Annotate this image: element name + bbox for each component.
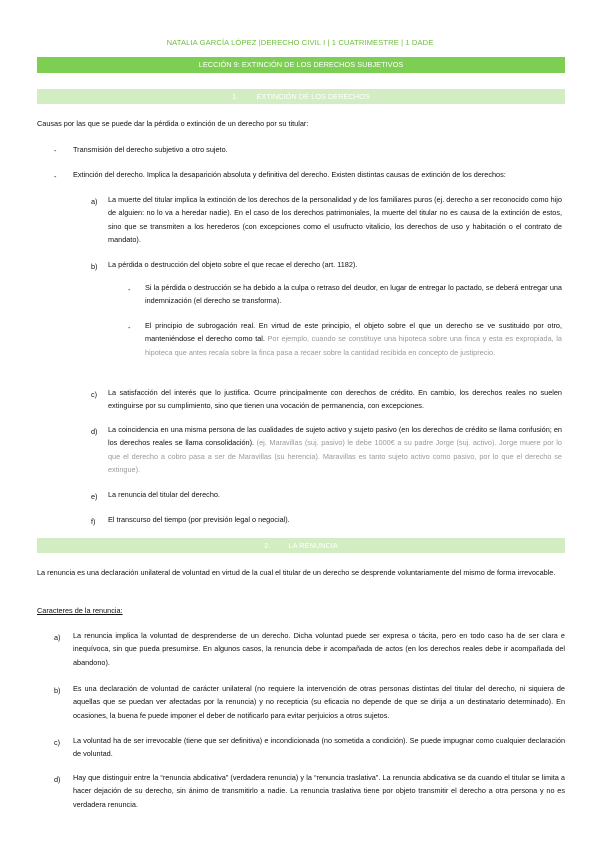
confusion-example: (ej. Maravillas (suj. pasivo) le debe 1000€ a su padre Jorge (suj. activo). Jorge muere por lo que el derecho a cobro pasa a ser de Maravillas (su herencia). Maravillas es tanto sujeto activo como pasivo, por lo que el derecho se extingue). — [108, 438, 562, 474]
bullet-marker: - — [54, 146, 57, 155]
caracteres-title-text: Caracteres de la renuncia: — [37, 606, 123, 615]
subrogation-text: El principio de subrogación real. En virtud de este principio, el objeto sobre el que un derecho se ve sustituido por otro, manteniéndose el derecho como tal. — [145, 321, 562, 344]
list-marker: a) — [91, 197, 98, 206]
list-marker: b) — [91, 262, 98, 271]
subrogation-example: Por ejemplo, cuando se constituye una hipoteca sobre una finca y esta es expropiada, la hipoteca que antes recaía sobre la finca pasa a recaer sobre la cantidad recibida en concepto de justiprecio. — [145, 334, 562, 357]
cause-d-text — [108, 423, 562, 476]
section-2-heading — [37, 538, 565, 553]
confusion-text: La coincidencia en una misma persona de las cualidades de sujeto activo y sujeto pasivo (en los derechos de crédito se llama confusión; en los derechos reales se llama consolidación). — [108, 425, 562, 448]
sub-b-1-text: Si la pérdida o destrucción se ha debido a la culpa o retraso del deudor, en lugar de entregar lo pactado, se deberá entregar una indemnización (el derecho se transforma). — [145, 283, 562, 306]
list-marker: d) — [54, 775, 61, 784]
lesson-title: LECCIÓN 9: EXTINCIÓN DE LOS DERECHOS SUBJETIVOS — [37, 57, 565, 73]
renuncia-intro: La renuncia es una declaración unilateral de voluntad en virtud de la cual el titular de un derecho se desprende voluntariamente del mismo de forma irrevocable. — [37, 568, 556, 577]
caracter-b-text: Es una declaración de voluntad de carácter unilateral (no requiere la intervención de otras personas distintas del titular del derecho, ni siquiera de aquellas que se puedan ver afectadas por la renuncia) y no recepticia (su eficacia no depende de que se dirija a un destinatario determinado). En ocasiones, la buena fe puede imponer el deber de notificarlo para evitar perjuicios a otros sujetos. — [73, 684, 565, 720]
caracter-a-text: La renuncia implica la voluntad de desprenderse de un derecho. Dicha voluntad puede ser expresa o tácita, pero en todo caso ha de ser clara e inequívoca, sin que pueda presumirse. En algunos casos, la renuncia debe ir acompañada de actos (en los derechos reales debe ir acompañada del abandono). — [73, 631, 565, 667]
list-marker: a) — [54, 633, 61, 642]
caracteres-title — [37, 604, 565, 617]
caracter-c-text: La voluntad ha de ser irrevocable (tiene que ser definitiva) e incondicionada (no sometida a condición). Se puede impugnar como cualquier declaración de voluntad. — [73, 736, 565, 759]
cause-b-text: La pérdida o destrucción del objeto sobre el que recae el derecho (art. 1182). — [108, 260, 358, 269]
cause-f-text: El transcurso del tiempo (por previsión legal o negocial). — [108, 515, 290, 524]
list-marker: e) — [91, 492, 98, 501]
bullet-text: Transmisión del derecho subjetivo a otro sujeto. — [73, 145, 228, 154]
sub-marker: - — [128, 323, 131, 332]
section-number: 1. — [232, 92, 239, 101]
list-marker: b) — [54, 686, 61, 695]
list-marker: d) — [91, 427, 98, 436]
cause-a-text: La muerte del titular implica la extinción de los derechos de la personalidad y de los familiares puros (ej. derecho a ser reconocido como hijo de alguien: no lo va a heredar nadie). En el caso de los derechos patrimoniales, la muerte del titular no es causa de la extinción de estos, sino que se transmiten a los herederos (con excepciones como el usufructo vitalicio, los derechos de uso y habitación o el contrato de mandato). — [108, 195, 562, 244]
section-title: LA RENUNCIA — [288, 541, 338, 550]
cause-c-text: La satisfacción del interés que lo justifica. Ocurre principalmente con derechos de crédito. En cambio, los derechos reales no suelen extinguirse por su cumplimiento, sino que tienen una vocación de permanencia, con excepciones. — [108, 388, 562, 411]
section-title: EXTINCIÓN DE LOS DERECHOS — [256, 92, 370, 101]
bullet-marker: - — [54, 172, 57, 181]
cause-e-text: La renuncia del titular del derecho. — [108, 490, 220, 499]
list-marker: f) — [91, 517, 96, 526]
intro-text: Causas por las que se puede dar la pérdida o extinción de un derecho por su titular: — [37, 119, 309, 128]
sub-b-2-text — [145, 319, 562, 359]
bullet-text: Extinción del derecho. Implica la desaparición absoluta y definitiva del derecho. Existen distintas causas de extinción de los derechos: — [73, 170, 506, 179]
section-number: 2. — [264, 541, 271, 550]
page-header: NATALIA GARCÍA LÓPEZ |DERECHO CIVIL I | 1 CUATRIMESTRE | 1 DADE — [166, 38, 434, 47]
section-1-heading — [37, 89, 565, 104]
sub-marker: - — [128, 285, 131, 294]
list-marker: c) — [54, 738, 61, 747]
caracter-d-text: Hay que distinguir entre la “renuncia abdicativa” (verdadera renuncia) y la “renuncia traslativa”. La renuncia abdicativa se da cuando el titular se limita a hacer dejación de su derecho, sin ánimo de transmitirlo a nadie. La renuncia traslativa tiene por objeto transmitir el derecho a otra persona y no es verdadera renuncia. — [73, 773, 565, 809]
list-marker: c) — [91, 390, 98, 399]
